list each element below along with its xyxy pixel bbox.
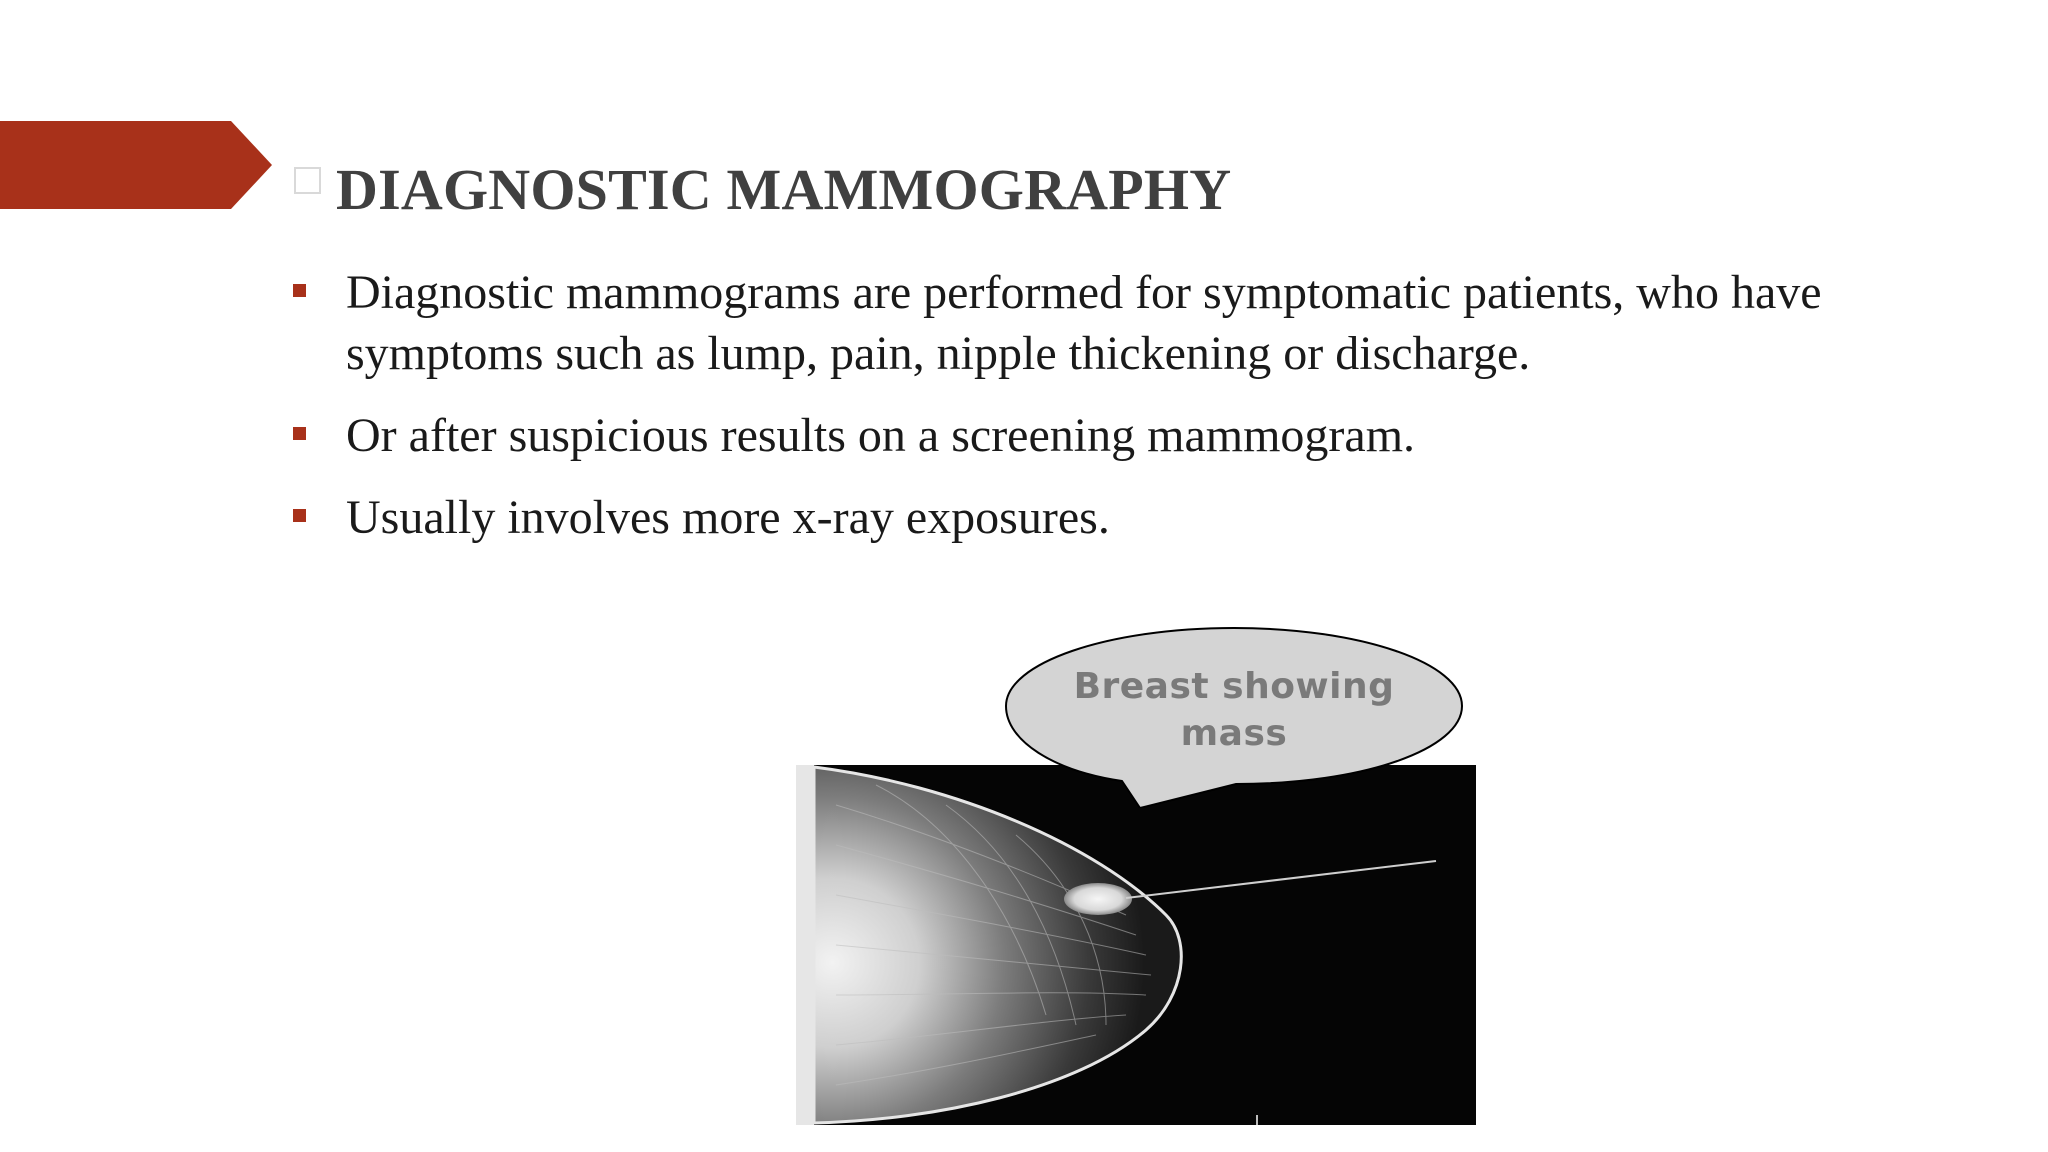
accent-arrow-tab: [0, 121, 276, 209]
bullet-text: Or after suspicious results on a screening mammogram.: [346, 409, 1416, 462]
bullet-item: [290, 487, 1930, 548]
mass-lesion: [1064, 883, 1132, 915]
callout-label: [1014, 663, 1454, 757]
bullet-square-icon: [293, 509, 306, 522]
callout-line-2: mass: [1180, 713, 1288, 754]
mammogram-image: [796, 765, 1476, 1125]
bullet-item: [290, 262, 1930, 384]
bullet-text: Diagnostic mammograms are performed for symptomatic patients, who have symptoms such as lump, pain, nipple thickening or discharge.: [346, 266, 1822, 380]
bullet-item: [290, 405, 1930, 466]
title-placeholder-box: [294, 167, 321, 194]
bullet-text: Usually involves more x-ray exposures.: [346, 491, 1110, 544]
bullet-square-icon: [293, 284, 306, 297]
mammogram-graphic: [796, 765, 1476, 1125]
bullet-square-icon: [293, 427, 306, 440]
slide-title: DIAGNOSTIC MAMMOGRAPHY: [336, 157, 1232, 222]
bullet-list: [290, 262, 1930, 569]
callout-line-1: Breast showing: [1073, 666, 1395, 707]
